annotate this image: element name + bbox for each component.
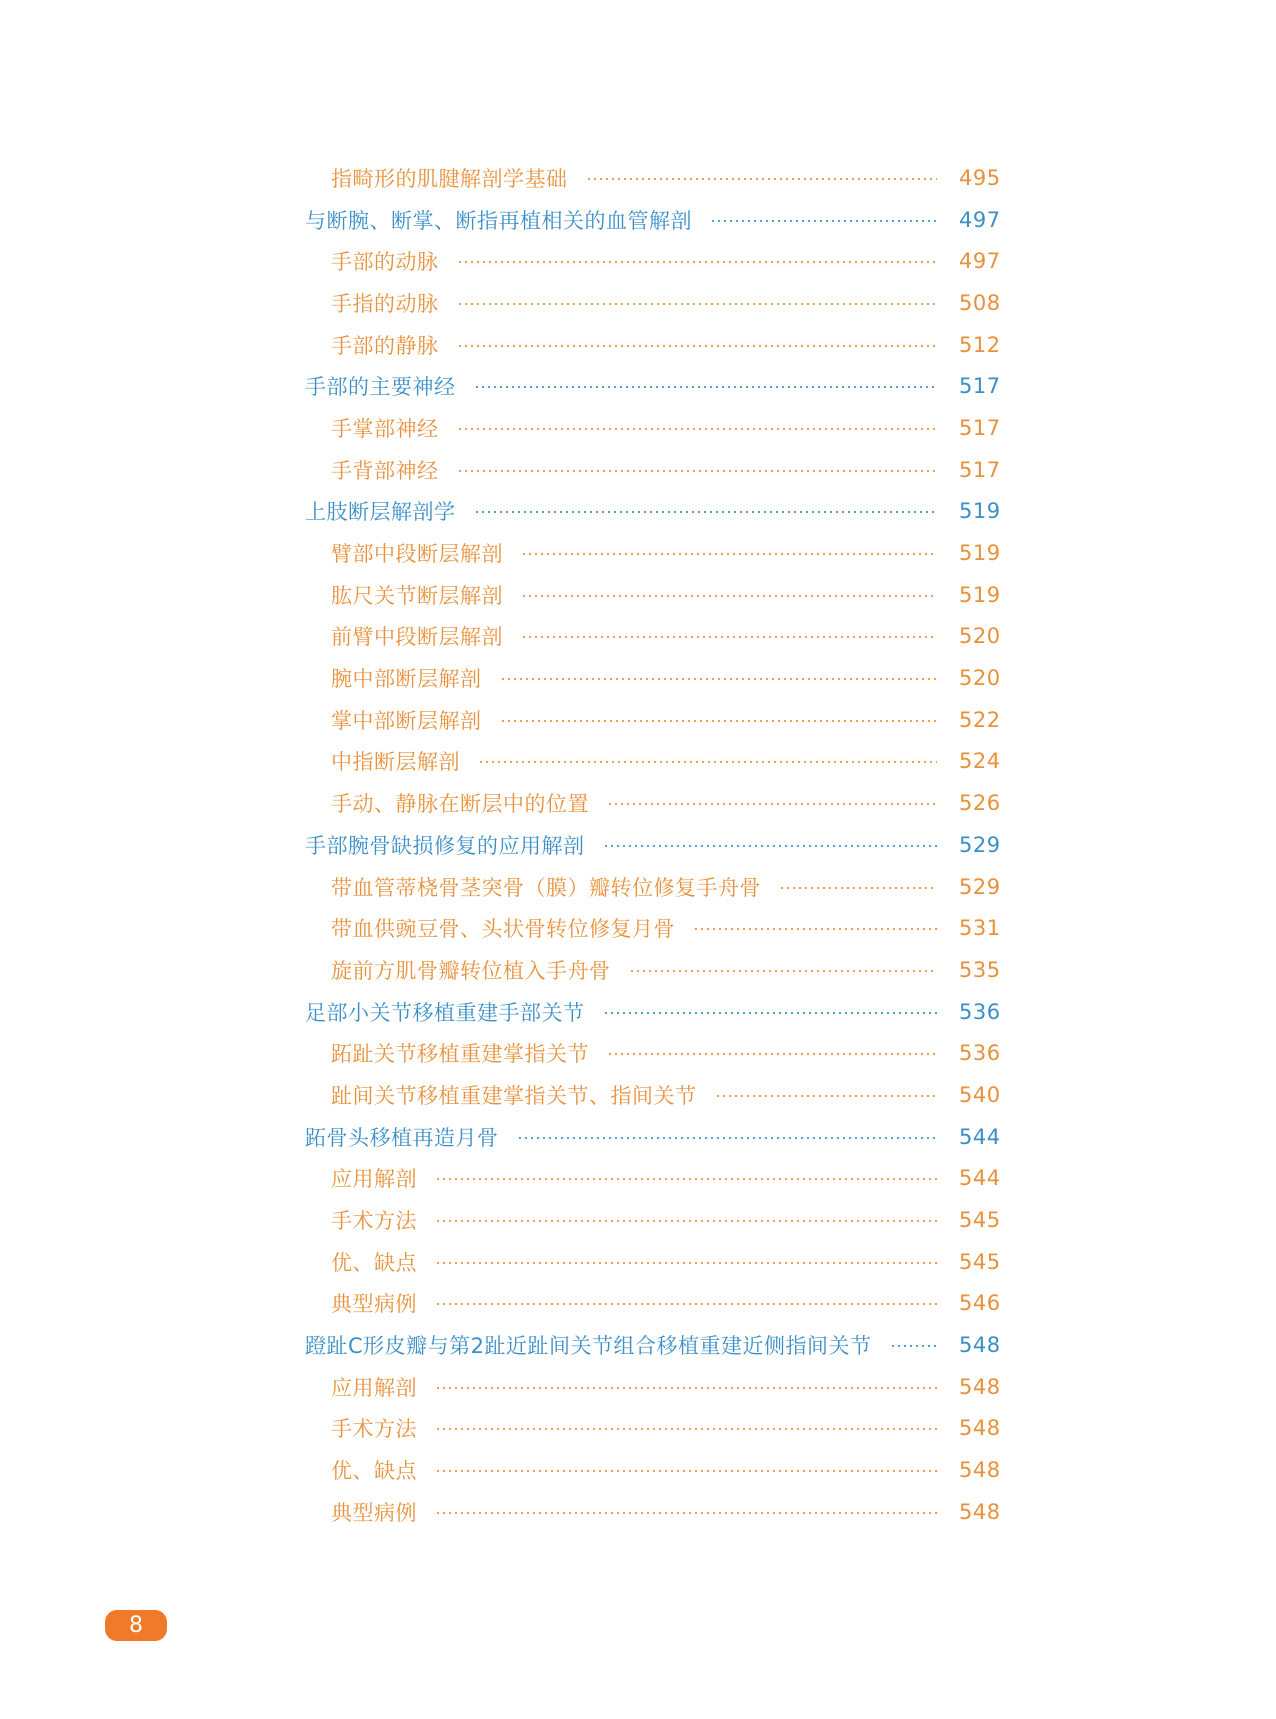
toc-entry-page-number: 545 [959,1208,1001,1233]
toc-subsection-entry [305,282,1003,324]
toc-subsection-entry [305,1408,1003,1450]
dot-leader [435,1512,937,1514]
toc-entry-title: 手部的动脉 [331,250,439,275]
toc-section-entry [305,824,1003,866]
toc-entry-page-number: 545 [959,1249,1001,1274]
toc-entry-page-number: 548 [959,1458,1001,1483]
toc-subsection-entry [305,866,1003,908]
toc-subsection-entry [305,1283,1003,1325]
toc-subsection-entry [305,574,1003,616]
toc-entry-page-number: 548 [959,1333,1001,1358]
toc-entry-page-number: 517 [959,415,1001,440]
toc-entry-page-number: 548 [959,1374,1001,1399]
toc-entry-title: 上肢断层解剖学 [305,500,456,525]
dot-leader [517,1137,938,1139]
toc-entry-title: 指畸形的肌腱解剖学基础 [331,166,568,191]
toc-entry-title: 蹬趾C形皮瓣与第2趾近趾间关节组合移植重建近侧指间关节 [305,1334,872,1359]
dot-leader [629,970,938,972]
toc-entry-page-number: 524 [959,749,1001,774]
toc-entry-title: 中指断层解剖 [331,750,460,775]
toc-entry-title: 典型病例 [331,1292,417,1317]
dot-leader [890,1345,937,1347]
toc-entry-title: 手动、静脉在断层中的位置 [331,792,589,817]
toc-subsection-entry [305,240,1003,282]
dot-leader [603,1012,938,1014]
toc-section-entry [305,1116,1003,1158]
toc-entry-title: 前臂中段断层解剖 [331,625,503,650]
dot-leader [435,1387,937,1389]
toc-entry-page-number: 519 [959,582,1001,607]
toc-entry-title: 与断腕、断掌、断指再植相关的血管解剖 [305,208,692,233]
toc-entry-title: 掌中部断层解剖 [331,708,482,733]
toc-entry-page-number: 519 [959,541,1001,566]
toc-entry-title: 手掌部神经 [331,416,439,441]
dot-leader [779,887,937,889]
toc-subsection-entry [305,1074,1003,1116]
toc-subsection-entry [305,1491,1003,1533]
toc-section-entry [305,199,1003,241]
toc-subsection-entry [305,1158,1003,1200]
dot-leader [521,595,937,597]
toc-section-entry [305,491,1003,533]
toc-entry-page-number: 536 [959,1041,1001,1066]
toc-entry-title: 优、缺点 [331,1250,417,1275]
toc-entry-title: 带血供豌豆骨、头状骨转位修复月骨 [331,917,675,942]
toc-subsection-entry [305,907,1003,949]
toc-entry-page-number: 531 [959,916,1001,941]
toc-entry-title: 应用解剖 [331,1375,417,1400]
dot-leader [521,636,937,638]
toc-entry-page-number: 544 [959,1166,1001,1191]
toc-subsection-entry [305,699,1003,741]
toc-subsection-entry [305,1366,1003,1408]
toc-entry-page-number: 535 [959,957,1001,982]
toc-subsection-entry [305,1199,1003,1241]
toc-entry-page-number: 497 [959,249,1001,274]
dot-leader [435,1428,937,1430]
toc-entry-title: 手指的动脉 [331,291,439,316]
toc-entry-page-number: 495 [959,165,1001,190]
toc-entry-page-number: 548 [959,1416,1001,1441]
toc-entry-title: 旋前方肌骨瓣转位植入手舟骨 [331,958,611,983]
toc-entry-title: 手部的静脉 [331,333,439,358]
toc-subsection-entry [305,1449,1003,1491]
dot-leader [457,470,938,472]
dot-leader [474,511,938,513]
dot-leader [435,1262,937,1264]
toc-subsection-entry [305,324,1003,366]
dot-leader [607,803,937,805]
toc-subsection-entry [305,782,1003,824]
toc-subsection-entry [305,449,1003,491]
toc-entry-title: 手术方法 [331,1209,417,1234]
toc-subsection-entry [305,657,1003,699]
toc-entry-page-number: 546 [959,1291,1001,1316]
toc-entry-page-number: 522 [959,707,1001,732]
dot-leader [457,428,938,430]
toc-subsection-entry [305,741,1003,783]
toc-entry-title: 优、缺点 [331,1459,417,1484]
toc-entry-page-number: 548 [959,1499,1001,1524]
toc-entry-title: 应用解剖 [331,1167,417,1192]
toc-entry-title: 手部的主要神经 [305,375,456,400]
toc-subsection-entry [305,949,1003,991]
toc-entry-page-number: 497 [959,207,1001,232]
toc-entry-title: 足部小关节移植重建手部关节 [305,1000,585,1025]
toc-entry-title: 腕中部断层解剖 [331,667,482,692]
dot-leader [521,553,937,555]
toc-section-entry [305,991,1003,1033]
toc-entry-page-number: 526 [959,791,1001,816]
toc-entry-title: 典型病例 [331,1500,417,1525]
toc-subsection-entry [305,1241,1003,1283]
dot-leader [586,178,938,180]
dot-leader [457,345,938,347]
toc-entry-title: 手背部神经 [331,458,439,483]
dot-leader [500,720,938,722]
toc-subsection-entry [305,407,1003,449]
toc-entry-page-number: 519 [959,499,1001,524]
toc-entry-page-number: 529 [959,874,1001,899]
dot-leader [435,1220,937,1222]
toc-section-entry [305,365,1003,407]
dot-leader [435,1178,937,1180]
dot-leader [457,303,938,305]
toc-entry-page-number: 517 [959,374,1001,399]
toc-entry-title: 带血管蒂桡骨茎突骨（膜）瓣转位修复手舟骨 [331,875,761,900]
toc-subsection-entry [305,532,1003,574]
dot-leader [710,220,937,222]
table-of-contents [305,157,1003,1533]
toc-entry-page-number: 536 [959,999,1001,1024]
toc-entry-page-number: 529 [959,832,1001,857]
toc-entry-title: 跖骨头移植再造月骨 [305,1125,499,1150]
dot-leader [603,845,938,847]
toc-entry-title: 手部腕骨缺损修复的应用解剖 [305,833,585,858]
dot-leader [715,1095,938,1097]
toc-subsection-entry [305,616,1003,658]
page-number-badge: 8 [105,1610,167,1641]
toc-entry-title: 趾间关节移植重建掌指关节、指间关节 [331,1083,697,1108]
toc-entry-title: 跖趾关节移植重建掌指关节 [331,1042,589,1067]
toc-entry-page-number: 544 [959,1124,1001,1149]
dot-leader [435,1303,937,1305]
toc-section-entry [305,1324,1003,1366]
dot-leader [478,761,937,763]
toc-entry-title: 臂部中段断层解剖 [331,542,503,567]
dot-leader [474,386,938,388]
toc-entry-title: 手术方法 [331,1417,417,1442]
dot-leader [500,678,938,680]
dot-leader [607,1053,937,1055]
toc-entry-page-number: 508 [959,290,1001,315]
toc-subsection-entry [305,1032,1003,1074]
toc-subsection-entry [305,157,1003,199]
toc-entry-page-number: 520 [959,624,1001,649]
toc-entry-page-number: 512 [959,332,1001,357]
dot-leader [693,928,937,930]
dot-leader [457,261,938,263]
toc-entry-page-number: 517 [959,457,1001,482]
toc-entry-title: 肱尺关节断层解剖 [331,583,503,608]
toc-entry-page-number: 520 [959,666,1001,691]
dot-leader [435,1470,937,1472]
toc-entry-page-number: 540 [959,1082,1001,1107]
